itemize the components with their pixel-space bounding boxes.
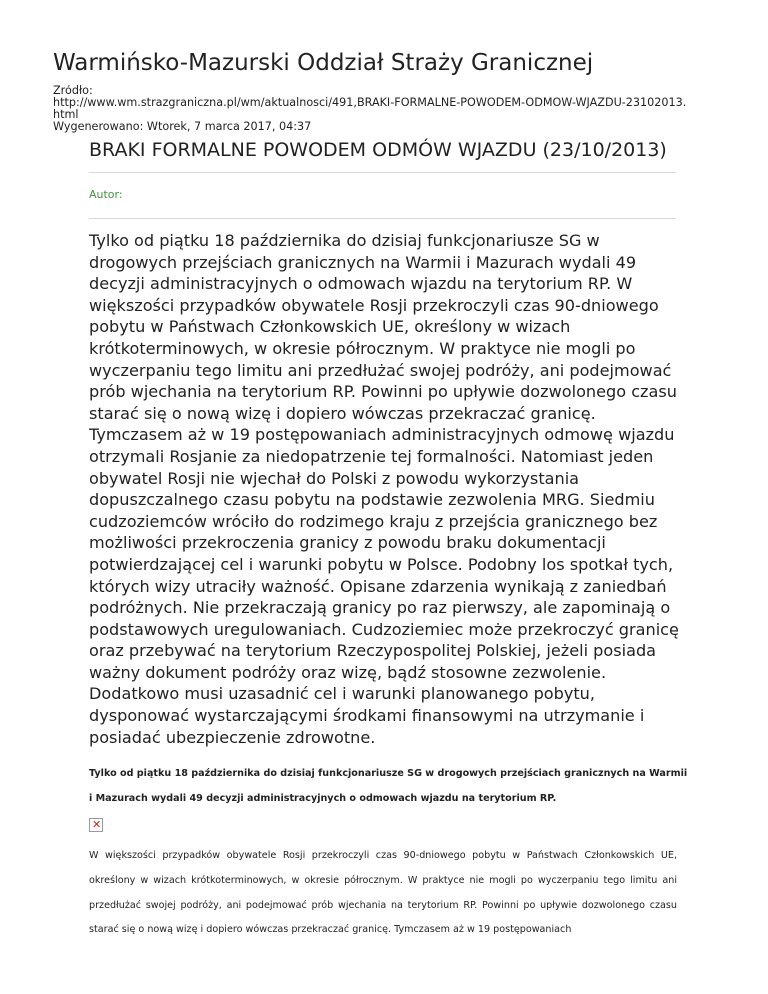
source-meta [53, 85, 713, 133]
article-lead: Tylko od piątku 18 października do dzisiaj funkcjonariusze SG w drogowych przejściach granicznych na Warmii i Mazurach wydali 49 decyzji administracyjnych o odmowach wjazdu na terytorium RP. W większości przypadków obywatele Rosji przekroczyli czas 90-dniowego pobytu w Państwach Członkowskich UE, określony w wizach krótkoterminowych, w okresie półrocznym. W praktyce nie mogli po wyczerpaniu tego limitu ani przedłużać swojej podróży, ani podejmować prób wjechania na terytorium RP. Powinni po upływie dozwolonego czasu starać się o nową wizę i dopiero wówczas przekraczać granicę. Tymczasem aż w 19 postępowaniach administracyjnych odmowę wjazdu otrzymali Rosjanie za niedopatrzenie tej formalności. Natomiast jeden obywatel Rosji nie wjechał do Polski z powodu wykorzystania dopuszczalnego czasu pobytu na podstawie zezwolenia MRG. Siedmiu cudzoziemców wróciło do rodzimego kraju z przejścia granicznego bez możliwości przekroczenia granicy z powodu braku dokumentacji potwierdzającej cel i warunki pobytu w Polsce. Podobny los spotkał tych, których wizy utraciły ważność. Opisane zdarzenia wynikają z zaniedbań podróżnych. Nie przekraczają granicy po raz pierwszy, ale zapominają o podstawowych uregulowaniach. Cudzoziemiec może przekroczyć granicę oraz przebywać na terytorium Rzeczypospolitej Polskiej, jeżeli posiada ważny dokument podróży oraz wizę, bądź stosowne zezwolenie. Dodatkowo musi uzasadnić cel i warunki planowanego pobytu, dysponować wystarczającymi środkami finansowymi na utrzymanie i posiadać ubezpieczenie zdrowotne. [89, 231, 679, 747]
bold-summary-paragraph: Tylko od piątku 18 października do dzisiaj funkcjonariusze SG w drogowych przejściach granicznych na Warmii i Mazurach wydali 49 decyzji administracyjnych o odmowach wjazdu na terytorium RP. [89, 768, 688, 804]
source-url[interactable]: http://www.wm.strazgraniczna.pl/wm/aktualnosci/491,BRAKI-FORMALNE-POWODEM-ODMOW-WJAZDU-23102013. [53, 97, 687, 109]
source-label: Źródło: [53, 85, 93, 97]
article-title: BRAKI FORMALNE POWODEM ODMÓW WJAZDU (23/10/2013) [89, 139, 667, 161]
broken-image-glyph: ✕ [92, 818, 102, 831]
author-label: Autor: [89, 188, 123, 201]
divider-top [89, 172, 676, 173]
article-body-paragraph: W większości przypadków obywatele Rosji przekroczyli czas 90-dniowego pobytu w Państwach Członkowskich UE, określony w wizach krótkoterminowych, w okresie półrocznym. W praktyce nie mogli po wyczerpaniu tego limitu ani przedłużać swojej podróży, ani podejmować prób wjechania na terytorium RP. Powinni po upływie dozwolonego czasu starać się o nową wizę i dopiero wówczas przekraczać granicę. Tymczasem aż w 19 postępowaniach [89, 850, 677, 936]
site-title: Warmińsko-Mazurski Oddział Straży Granicznej [53, 50, 594, 76]
broken-image-icon [89, 818, 103, 832]
divider-bottom [89, 218, 676, 219]
generated-timestamp: Wygenerowano: Wtorek, 7 marca 2017, 04:37 [53, 121, 312, 133]
source-url-continued[interactable]: html [53, 109, 79, 121]
